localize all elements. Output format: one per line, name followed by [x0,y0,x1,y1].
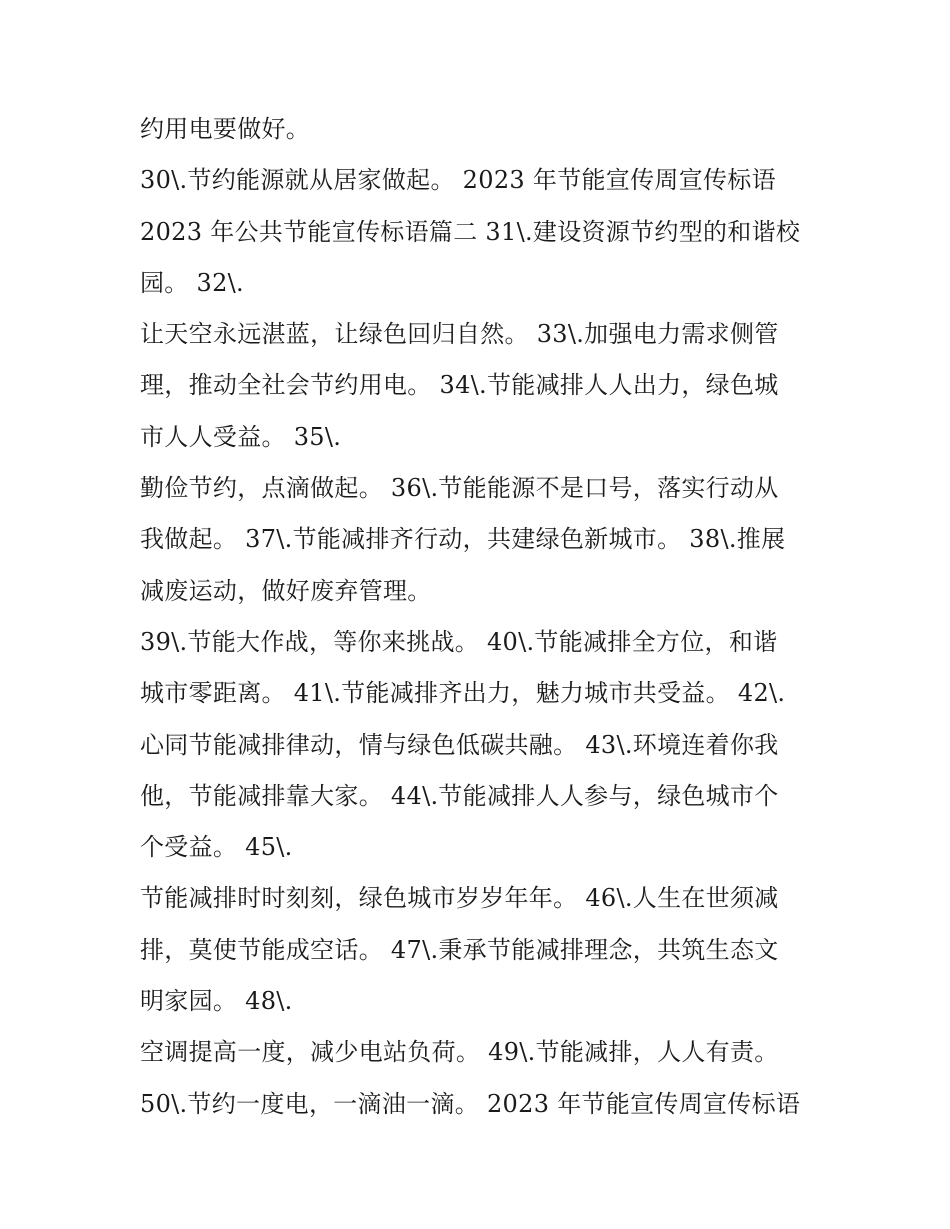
text-line: 明家园。 48\. [140,987,293,1016]
text-line: 让天空永远湛蓝，让绿色回归自然。 33\.加强电力需求侧管 [140,320,779,349]
text-line: 我做起。 37\.节能减排齐行动，共建绿色新城市。 38\.推展 [140,525,786,554]
text-line: 理，推动全社会节约用电。 34\.节能减排人人出力，绿色城 [140,371,779,400]
text-line: 城市零距离。 41\.节能减排齐出力，魅力城市共受益。 42\. [140,679,786,708]
text-line: 个受益。 45\. [140,833,293,862]
text-line: 约用电要做好。 [140,115,311,143]
text-line: 50\.节约一度电，一滴油一滴。 2023 年节能宣传周宣传标语 [140,1089,801,1118]
text-line: 市人人受益。 35\. [140,422,342,451]
text-line: 他，节能减排靠大家。 44\.节能减排人人参与，绿色城市个 [140,781,779,810]
text-line: 空调提高一度，减少电站负荷。 49\.节能减排，人人有责。 [140,1038,779,1067]
text-line: 心同节能减排律动，情与绿色低碳共融。 43\.环境连着你我 [140,730,779,759]
text-line: 园。 32\. [140,268,244,297]
text-line: 减废运动，做好废弃管理。 [140,576,432,605]
text-line: 排，莫使节能成空话。 47\.秉承节能减排理念，共筑生态文 [140,935,779,964]
text-line: 30\.节约能源就从居家做起。 2023 年节能宣传周宣传标语 [140,166,776,195]
text-line: 2023 年公共节能宣传标语篇二 31\.建设资源节约型的和谐校 [140,217,801,246]
text-line: 39\.节能大作战，等你来挑战。 40\.节能减排全方位，和谐 [140,627,778,656]
text-line: 勤俭节约，点滴做起。 36\.节能能源不是口号，落实行动从 [140,474,779,503]
text-line: 节能减排时时刻刻，绿色城市岁岁年年。 46\.人生在世须减 [140,884,779,913]
document-text-block [140,104,810,1130]
